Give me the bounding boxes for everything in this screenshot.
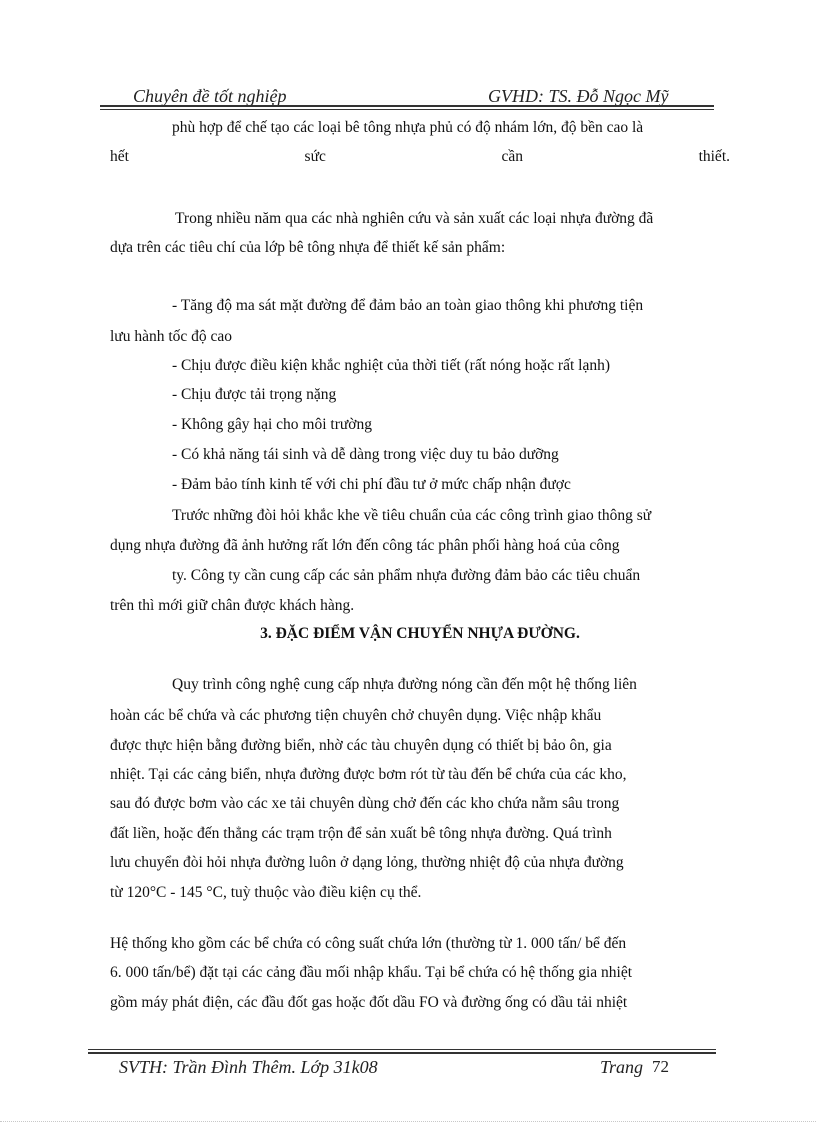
header-left-title: Chuyên đề tốt nghiệp bbox=[133, 86, 287, 106]
body-line: từ 120°C - 145 °C, tuỳ thuộc vào điều kiện cụ thể. bbox=[110, 884, 422, 901]
page-bottom-dotted-edge bbox=[0, 1121, 816, 1122]
body-line: Trong nhiều năm qua các nhà nghiên cứu và sản xuất các loại nhựa đường đã bbox=[175, 210, 654, 227]
body-line: hết sức cần thiết. bbox=[110, 148, 730, 165]
footer-page-label: Trang bbox=[600, 1057, 644, 1077]
body-line: được thực hiện bằng đường biển, nhờ các tàu chuyên dụng có thiết bị bảo ôn, gia bbox=[110, 737, 612, 754]
body-line: Quy trình công nghệ cung cấp nhựa đường nóng cần đến một hệ thống liên bbox=[172, 676, 637, 693]
body-line: dựa trên các tiêu chí của lớp bê tông nhựa để thiết kế sản phẩm: bbox=[110, 239, 506, 256]
footer-rule-thick bbox=[88, 1052, 716, 1054]
body-line: - Tăng độ ma sát mặt đường để đảm bảo an toàn giao thông khi phương tiện bbox=[172, 297, 644, 314]
body-line: phù hợp để chế tạo các loại bê tông nhựa phủ có độ nhám lớn, độ bền cao là bbox=[172, 119, 644, 136]
body-line: lưu chuyển đòi hỏi nhựa đường luôn ở dạng lỏng, thường nhiệt độ của nhựa đường bbox=[110, 854, 624, 871]
body-line: - Chịu được điều kiện khắc nghiệt của thời tiết (rất nóng hoặc rất lạnh) bbox=[172, 357, 610, 374]
footer-student-info: SVTH: Trần Đình Thêm. Lớp 31k08 bbox=[119, 1057, 378, 1077]
footer-rule-thin bbox=[88, 1049, 716, 1050]
body-line: Trước những đòi hỏi khắc khe về tiêu chuẩn của các công trình giao thông sử bbox=[172, 507, 652, 524]
body-line: nhiệt. Tại các cảng biển, nhựa đường được bơm rót từ tàu đến bể chứa của các kho, bbox=[110, 766, 627, 783]
body-line: dụng nhựa đường đã ảnh hưởng rất lớn đến công tác phân phối hàng hoá của công bbox=[110, 537, 620, 554]
body-line: - Đảm bảo tính kinh tế với chi phí đầu tư ở mức chấp nhận được bbox=[172, 476, 571, 493]
body-line: - Không gây hại cho môi trường bbox=[172, 416, 372, 433]
body-line: Hệ thống kho gồm các bể chứa có công suất chứa lớn (thường từ 1. 000 tấn/ bể đến bbox=[110, 935, 627, 952]
body-line: lưu hành tốc độ cao bbox=[110, 328, 233, 345]
body-line: hoàn các bể chứa và các phương tiện chuyên chở chuyên dụng. Việc nhập khẩu bbox=[110, 707, 602, 724]
body-line: - Có khả năng tái sinh và dễ dàng trong việc duy tu bảo dưỡng bbox=[172, 446, 559, 463]
footer-page-number: 72 bbox=[652, 1057, 669, 1076]
body-line: ty. Công ty cần cung cấp các sản phẩm nhựa đường đảm bảo các tiêu chuẩn bbox=[172, 567, 641, 584]
header-rule-thick bbox=[100, 105, 714, 107]
body-line: - Chịu được tải trọng nặng bbox=[172, 386, 337, 403]
body-line: trên thì mới giữ chân được khách hàng. bbox=[110, 597, 355, 614]
body-line: 6. 000 tấn/bể) đặt tại các cảng đầu mối nhập khẩu. Tại bể chứa có hệ thống gia nhiệt bbox=[110, 964, 633, 981]
header-rule-thin bbox=[100, 109, 714, 110]
body-line: gồm máy phát điện, các đầu đốt gas hoặc đốt dầu FO và đường ống có dầu tải nhiệt bbox=[110, 994, 628, 1011]
body-line: sau đó được bơm vào các xe tải chuyên dùng chở đến các kho chứa nằm sâu trong bbox=[110, 795, 620, 812]
header-right-advisor: GVHD: TS. Đỗ Ngọc Mỹ bbox=[488, 86, 669, 106]
body-line: đất liền, hoặc đến thẳng các trạm trộn để sản xuất bê tông nhựa đường. Quá trình bbox=[110, 825, 612, 842]
section-heading: 3. ĐẶC ĐIỂM VẬN CHUYỂN NHỰA ĐƯỜNG. bbox=[260, 625, 580, 642]
